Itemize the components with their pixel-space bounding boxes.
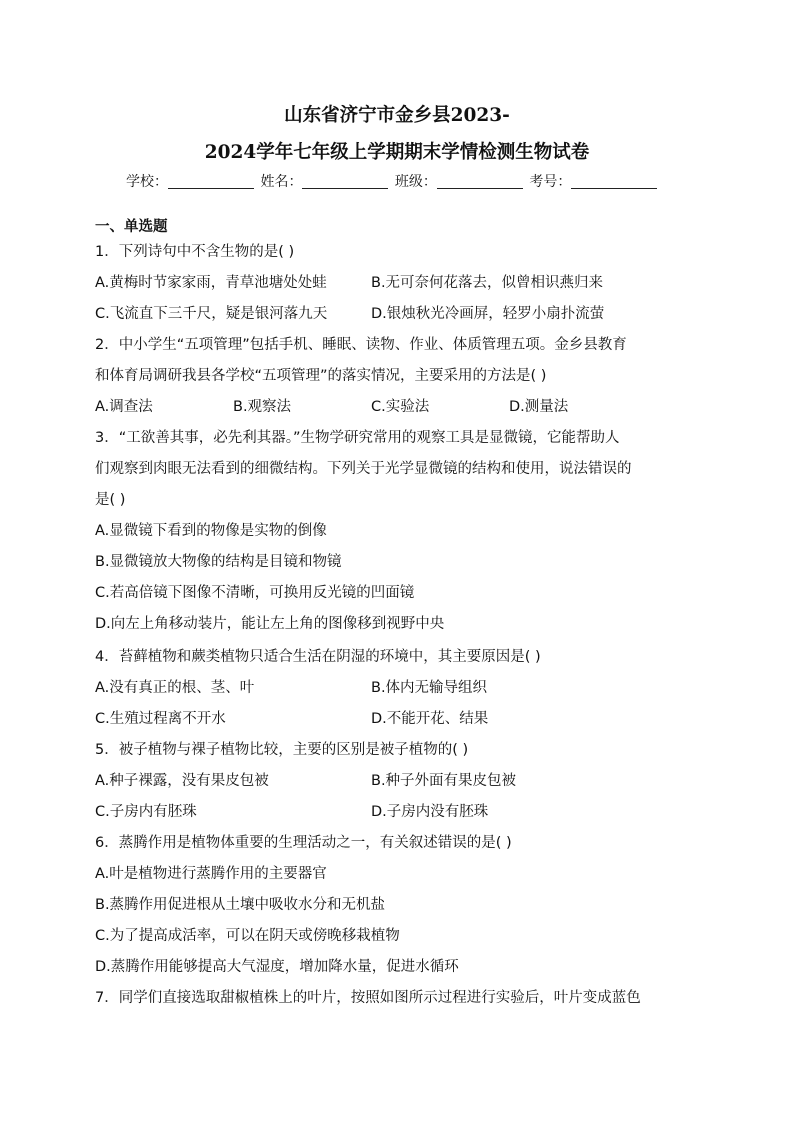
question-7-stem-line-1: 7．同学们直接选取甜椒植株上的叶片，按照如图所示过程进行实验后，叶片变成蓝色 [95, 990, 641, 1006]
name-label: 姓名： [260, 174, 303, 190]
question-3-stem-line-2: 们观察到肉眼无法看到的细微结构。下列关于光学显微镜的结构和使用，说法错误的 [95, 461, 632, 477]
question-3-stem-line-3: 是( ) [95, 492, 126, 508]
exam-title-line-1: 山东省济宁市金乡县2023- [284, 105, 510, 126]
question-1-option-c[interactable]: C.飞流直下三千尺，疑是银河落九天 [95, 306, 328, 322]
question-5-option-d[interactable]: D.子房内没有胚珠 [371, 804, 489, 820]
school-blank[interactable] [168, 174, 254, 189]
class-label: 班级： [394, 174, 437, 190]
question-2-option-c[interactable]: C.实验法 [371, 399, 430, 415]
question-2-stem-line-1: 2．中小学生“五项管理”包括手机、睡眠、读物、作业、体质管理五项。金乡县教育 [95, 337, 627, 353]
question-1-stem: 1．下列诗句中不含生物的是( ) [95, 244, 295, 260]
question-6-option-d[interactable]: D.蒸腾作用能够提高大气湿度，增加降水量，促进水循环 [95, 959, 459, 975]
question-4-option-c[interactable]: C.生殖过程离不开水 [95, 711, 226, 727]
question-2-option-a[interactable]: A.调查法 [95, 399, 153, 415]
question-3-option-b[interactable]: B.显微镜放大物像的结构是目镜和物镜 [95, 554, 342, 570]
question-1-option-d[interactable]: D.银烛秋光冷画屏，轻罗小扇扑流萤 [371, 306, 605, 322]
question-3-option-c[interactable]: C.若高倍镜下图像不清晰，可换用反光镜的凹面镜 [95, 585, 415, 601]
exam-number-label: 考号： [529, 174, 572, 190]
question-2-option-d[interactable]: D.测量法 [509, 399, 569, 415]
question-6-option-a[interactable]: A.叶是植物进行蒸腾作用的主要器官 [95, 866, 327, 882]
question-2-stem-line-2: 和体育局调研我县各学校“五项管理”的落实情况，主要采用的方法是( ) [95, 368, 547, 384]
question-5-stem: 5．被子植物与裸子植物比较，主要的区别是被子植物的( ) [95, 742, 469, 758]
question-2-option-b[interactable]: B.观察法 [233, 399, 292, 415]
exam-title-line-2: 2024学年七年级上学期期末学情检测生物试卷 [204, 142, 590, 163]
school-label: 学校： [126, 174, 168, 190]
question-1-option-a[interactable]: A.黄梅时节家家雨，青草池塘处处蛙 [95, 275, 327, 291]
exam-number-blank[interactable] [571, 174, 657, 189]
question-4-option-d[interactable]: D.不能开花、结果 [371, 711, 489, 727]
question-5-option-c[interactable]: C.子房内有胚珠 [95, 804, 197, 820]
question-6-stem: 6．蒸腾作用是植物体重要的生理活动之一，有关叙述错误的是( ) [95, 835, 512, 851]
class-blank[interactable] [437, 174, 523, 189]
question-5-option-a[interactable]: A.种子裸露，没有果皮包被 [95, 773, 269, 789]
question-1-option-b[interactable]: B.无可奈何花落去，似曾相识燕归来 [371, 275, 604, 291]
question-3-option-d[interactable]: D.向左上角移动装片，能让左上角的图像移到视野中央 [95, 616, 445, 632]
question-6-option-c[interactable]: C.为了提高成活率，可以在阴天或傍晚移栽植物 [95, 928, 400, 944]
question-5-option-b[interactable]: B.种子外面有果皮包被 [371, 773, 517, 789]
question-6-option-b[interactable]: B.蒸腾作用促进根从土壤中吸收水分和无机盐 [95, 897, 386, 913]
question-4-option-b[interactable]: B.体内无输导组织 [371, 680, 488, 696]
student-info-row [126, 171, 659, 191]
name-blank[interactable] [302, 174, 388, 189]
question-4-stem: 4．苔藓植物和蕨类植物只适合生活在阴湿的环境中，其主要原因是( ) [95, 649, 541, 665]
section-title: 一、单选题 [95, 219, 168, 235]
question-3-stem-line-1: 3．“工欲善其事，必先利其器。”生物学研究常用的观察工具是显微镜，它能帮助人 [95, 430, 620, 446]
question-4-option-a[interactable]: A.没有真正的根、茎、叶 [95, 680, 255, 696]
question-3-option-a[interactable]: A.显微镜下看到的物像是实物的倒像 [95, 523, 327, 539]
